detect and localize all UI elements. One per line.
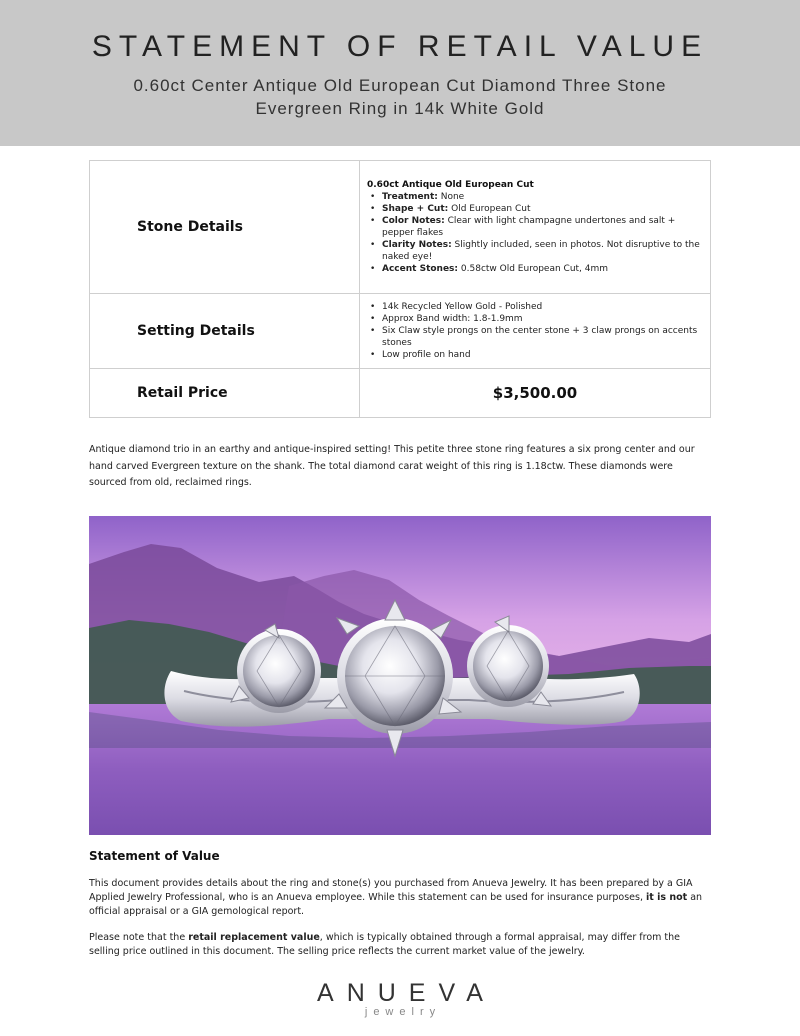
details-table: [89, 160, 711, 418]
stone-clarity-key: Clarity Notes:: [382, 240, 452, 250]
page-title: STATEMENT OF RETAIL VALUE: [91, 30, 709, 63]
list-item: • Approx Band width: 1.8-1.9mm: [367, 313, 702, 325]
stone-color-value: Clear with light champagne undertones and salt + pepper flakes: [382, 216, 676, 238]
retail-price-value: $3,500.00: [360, 369, 711, 418]
ring-photo-illustration: [89, 516, 711, 835]
setting-details-row: [90, 294, 711, 369]
ring-description: Antique diamond trio in an earthy and antique-inspired setting! This petite three stone ring features a six prong center and our hand carved Evergreen texture on the shank. The total diamond carat weight of this ring is 1.18ctw. These diamonds were sourced from old, reclaimed rings.: [89, 444, 695, 488]
stone-shape-key: Shape + Cut:: [382, 204, 449, 214]
statement-of-value-title: Statement of Value: [89, 849, 220, 863]
setting-details-value: [360, 294, 711, 369]
stone-details-value: [360, 161, 711, 294]
list-item: [367, 191, 702, 203]
header-banner: [0, 0, 800, 146]
stone-details-label: Stone Details: [90, 161, 360, 294]
logo-wordmark: ANUEVA: [317, 979, 496, 1007]
statement-paragraph-1: [89, 877, 713, 919]
statement-paragraph-2: [89, 931, 713, 959]
stone-color-key: Color Notes:: [382, 216, 445, 226]
anueva-logo: [0, 979, 800, 1018]
retail-price-row: [90, 369, 711, 418]
statement-p2-text-a: Please note that the: [89, 932, 189, 943]
list-item: [367, 215, 702, 239]
statement-p1-bold: it is not: [646, 892, 688, 903]
setting-details-label: Setting Details: [90, 294, 360, 369]
statement-p2-text-b: , which is typically obtained through a formal appraisal, may differ from the selling price outlined in this document. The selling price reflects the current market value of the jewelry.: [89, 932, 681, 957]
stone-details-row: [90, 161, 711, 294]
statement-p1-text-b: an official appraisal or a GIA gemological report.: [89, 892, 703, 917]
ring-photo: [89, 516, 711, 835]
statement-p2-bold: retail replacement value: [188, 932, 320, 943]
stone-treatment-value: None: [440, 192, 465, 202]
stone-shape-value: Old European Cut: [451, 204, 531, 214]
list-item: [367, 263, 702, 275]
stone-clarity-value: Slightly included, seen in photos. Not disruptive to the naked eye!: [382, 240, 700, 262]
logo-subtext: jewelry: [364, 1006, 442, 1018]
page-subtitle: 0.60ct Center Antique Old European Cut Diamond Three Stone Evergreen Ring in 14k White Gold: [133, 76, 667, 118]
list-item: [367, 203, 702, 215]
stone-accent-key: Accent Stones:: [382, 264, 459, 274]
stone-treatment-key: Treatment:: [382, 192, 438, 202]
retail-price-label: Retail Price: [90, 369, 360, 418]
setting-details-list: [367, 301, 702, 361]
list-item: • Low profile on hand: [367, 349, 702, 361]
stone-details-list: [367, 191, 702, 275]
statement-p1-text-a: This document provides details about the ring and stone(s) you purchased from Anueva Jewelry. It has been prepared by a GIA Applied Jewelry Professional, who is an Anueva employee. While this statement can be used for insurance purposes,: [89, 878, 693, 903]
list-item: • 14k Recycled Yellow Gold - Polished: [367, 301, 702, 313]
stone-accent-value: 0.58ctw Old European Cut, 4mm: [460, 264, 609, 274]
stone-heading: 0.60ct Antique Old European Cut: [367, 180, 534, 190]
list-item: • Six Claw style prongs on the center stone + 3 claw prongs on accents stones: [367, 325, 702, 349]
list-item: [367, 239, 702, 263]
